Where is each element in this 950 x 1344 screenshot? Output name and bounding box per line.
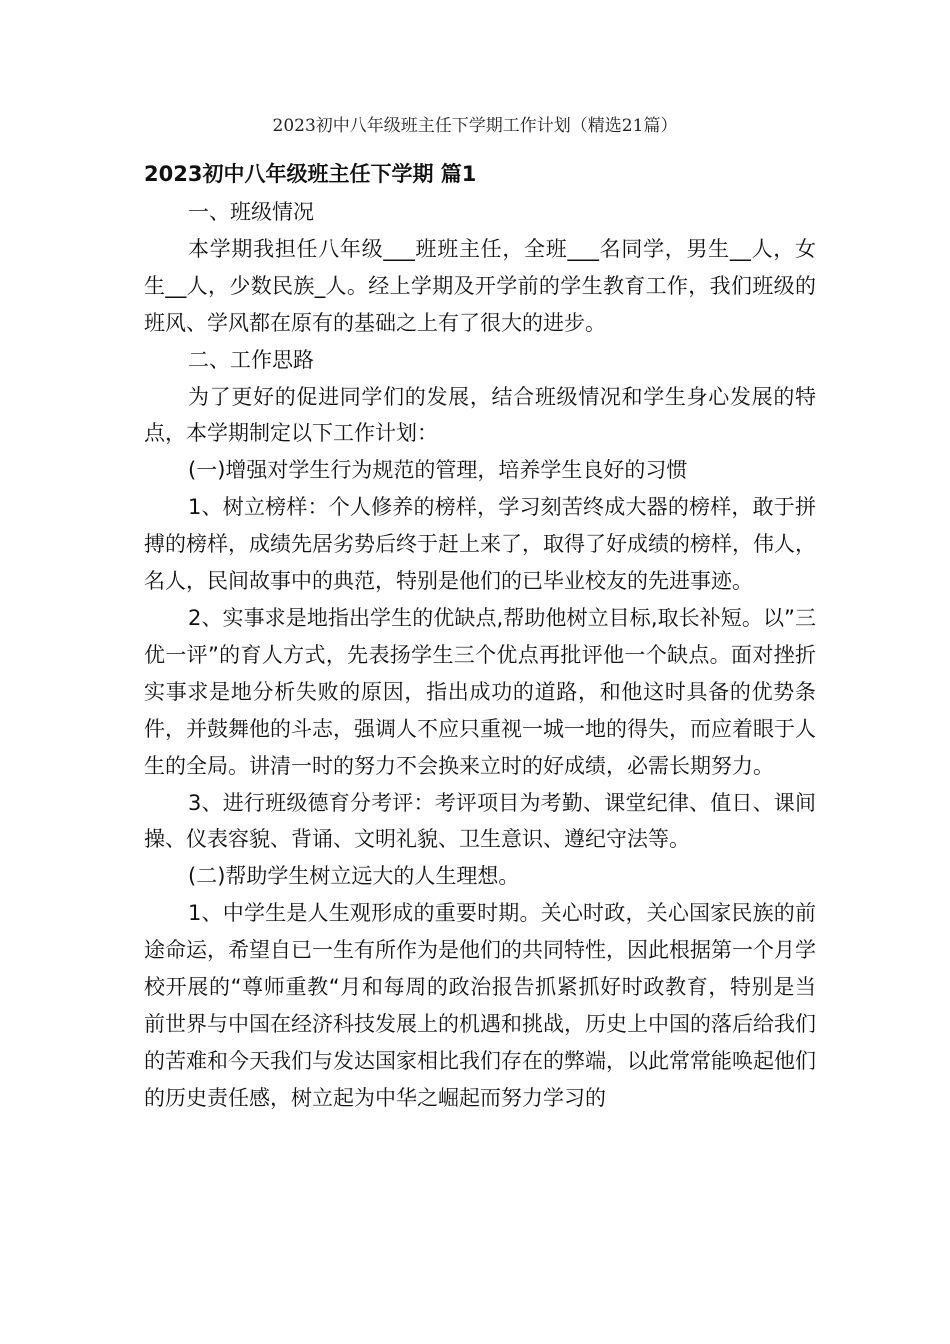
document-title: 2023初中八年级班主任下学期工作计划（精选21篇） [272,116,678,136]
paragraph-class-situation-heading: 一、班级情况 [188,200,314,224]
section-heading: 2023初中八年级班主任下学期 篇1 [144,162,477,186]
paragraph-class-situation: 本学期我担任八年级___班班主任，全班___名同学，男生__人，女生__人，少数民族_人。经上学期及开学前的学生教育工作，我们班级的班风、学风都在原有的基础之上有了很大的进步。 [144,236,816,335]
paragraph-life-ideals-heading: (二)帮助学生树立远大的人生理想。 [188,864,520,889]
paragraph-strengths-weaknesses: 2、实事求是地指出学生的优缺点,帮助他树立目标,取长补短。以”三优一评”的育人方式，先表扬学生三个优点再批评他一个缺点。面对挫折实事求是地分析失败的原因，指出成功的道路，和他这时具备的优势条件，并鼓舞他的斗志，强调人不应只重视一城一地的得失，而应着眼于人生的全局。讲清一时的努力不会换来立时的好成绩，必需长期努力。 [144,605,816,778]
paragraph-work-approach: 为了更好的促进同学们的发展，结合班级情况和学生身心发展的特点，本学期制定以下工作计划： [144,384,816,446]
paragraph-work-approach-heading: 二、工作思路 [188,347,314,372]
paragraph-moral-assessment: 3、进行班级德育分考评：考评项目为考勤、课堂纪律、值日、课间操、仪表容貌、背诵、文明礼貌、卫生意识、遵纪守法等。 [144,790,816,852]
document-body [144,194,816,1117]
paragraph-behavior-management-heading: (一)增强对学生行为规范的管理，培养学生良好的习惯 [188,458,688,483]
paragraph-role-models: 1、树立榜样：个人修养的榜样，学习刻苦终成大器的榜样，敢于拼搏的榜样，成绩先居劣势后终于赶上来了，取得了好成绩的榜样，伟人，名人，民间故事中的典范，特别是他们的已毕业校友的先进事迹。 [144,495,816,594]
paragraph-worldview: 1、中学生是人生观形成的重要时期。关心时政，关心国家民族的前途命运，希望自已一生有所作为是他们的共同特性，因此根据第一个月学校开展的“尊师重教“月和每周的政治报告抓紧抓好时政教育，特别是当前世界与中国在经济科技发展上的机遇和挑战，历史上中国的落后给我们的苦难和今天我们与发达国家相比我们存在的弊端，以此常常能唤起他们的历史责任感，树立起为中华之崛起而努力学习的 [144,901,816,1110]
